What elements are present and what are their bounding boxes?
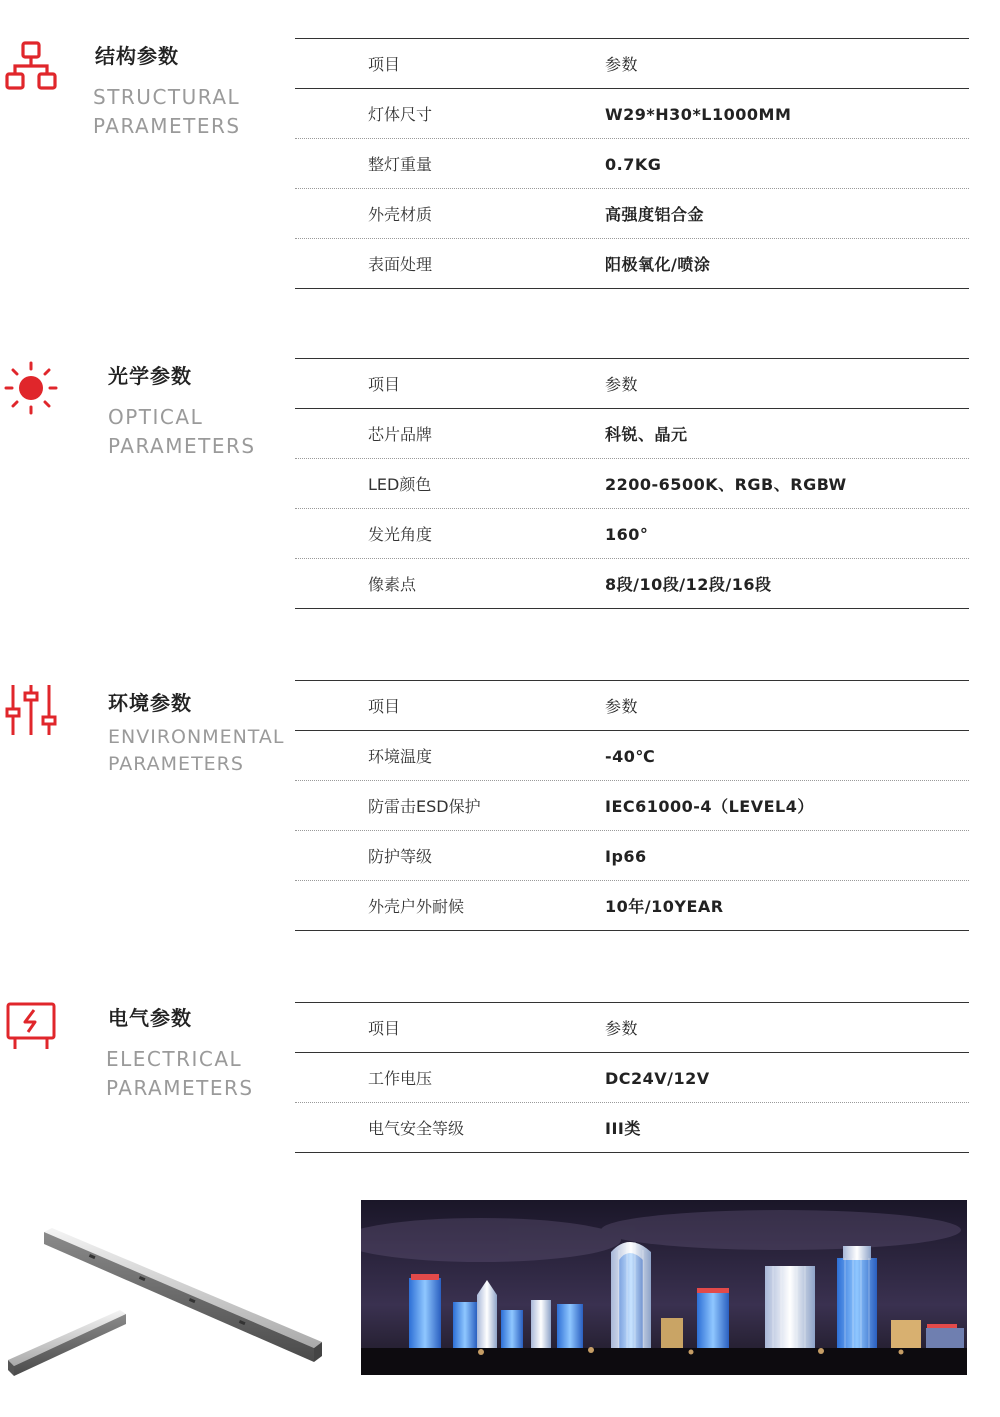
row-label: 外壳材质 <box>368 205 433 224</box>
row-label: 外壳户外耐候 <box>368 897 465 916</box>
section-title-en-line2: PARAMETERS <box>106 1076 254 1100</box>
header-item: 项目 <box>368 375 401 394</box>
section-title-en-line1: STRUCTURAL <box>93 85 241 109</box>
section-title-en-line1: ELECTRICAL <box>106 1047 243 1071</box>
row-label: 工作电压 <box>368 1069 433 1088</box>
header-item: 项目 <box>368 55 401 74</box>
section-title-en-line2: PARAMETERS <box>108 753 244 775</box>
table-row <box>295 559 969 609</box>
params-table <box>295 1002 969 1153</box>
row-label: 像素点 <box>368 575 417 594</box>
table-row <box>295 1053 969 1103</box>
row-value: IEC61000-4（LEVEL4） <box>605 797 814 816</box>
row-label: 防雷击ESD保护 <box>368 797 481 816</box>
params-table <box>295 680 969 931</box>
table-row <box>295 781 969 831</box>
sliders-icon <box>4 683 58 737</box>
section-title-en-line1: OPTICAL <box>108 405 204 429</box>
table-row <box>295 509 969 559</box>
header-param: 参数 <box>605 1019 639 1038</box>
table-header-row <box>295 358 969 409</box>
section-title-cn: 光学参数 <box>108 364 192 388</box>
electrical-panel-icon <box>4 1000 58 1054</box>
section-title-cn: 电气参数 <box>108 1006 192 1030</box>
row-label: 灯体尺寸 <box>368 105 433 124</box>
row-value: Ip66 <box>605 847 647 866</box>
header-item: 项目 <box>368 1019 401 1038</box>
section-title-en-line1: ENVIRONMENTAL <box>108 726 285 748</box>
table-row <box>295 239 969 289</box>
params-table <box>295 358 969 609</box>
row-value: 阳极氧化/喷涂 <box>605 255 711 274</box>
row-value: 160° <box>605 525 649 544</box>
params-table <box>295 38 969 289</box>
row-label: 发光角度 <box>368 525 433 544</box>
row-label: 芯片品牌 <box>368 425 433 444</box>
row-label: 表面处理 <box>368 255 433 274</box>
row-value: III类 <box>605 1119 641 1138</box>
table-row <box>295 459 969 509</box>
table-row <box>295 1103 969 1153</box>
section-title-cn: 结构参数 <box>95 44 179 68</box>
row-label: 环境温度 <box>368 747 433 766</box>
row-value: 高强度铝合金 <box>605 205 705 224</box>
row-label: LED颜色 <box>368 475 432 494</box>
row-label: 电气安全等级 <box>368 1119 465 1138</box>
table-header-row <box>295 680 969 731</box>
row-value: 科锐、晶元 <box>605 425 688 444</box>
table-header-row <box>295 38 969 89</box>
row-value: DC24V/12V <box>605 1069 710 1088</box>
table-row <box>295 189 969 239</box>
table-row <box>295 409 969 459</box>
header-param: 参数 <box>605 55 639 74</box>
section-title-cn: 环境参数 <box>108 691 192 715</box>
row-label: 整灯重量 <box>368 155 433 174</box>
header-item: 项目 <box>368 697 401 716</box>
row-value: W29*H30*L1000MM <box>605 105 792 124</box>
table-row <box>295 831 969 881</box>
header-param: 参数 <box>605 375 639 394</box>
table-row <box>295 881 969 931</box>
network-hierarchy-icon <box>4 40 58 94</box>
row-label: 防护等级 <box>368 847 433 866</box>
row-value: 8段/10段/12段/16段 <box>605 575 772 594</box>
table-row <box>295 731 969 781</box>
section-title-en-line2: PARAMETERS <box>108 434 256 458</box>
table-row <box>295 139 969 189</box>
city-night-lighting-image <box>361 1200 967 1375</box>
row-value: -40℃ <box>605 747 656 766</box>
row-value: 2200-6500K、RGB、RGBW <box>605 475 847 494</box>
section-title-en-line2: PARAMETERS <box>93 114 241 138</box>
table-row <box>295 89 969 139</box>
table-header-row <box>295 1002 969 1053</box>
header-param: 参数 <box>605 697 639 716</box>
row-value: 0.7KG <box>605 155 662 174</box>
sun-icon <box>4 361 58 415</box>
row-value: 10年/10YEAR <box>605 897 724 916</box>
product-light-bar-image <box>0 1210 340 1390</box>
